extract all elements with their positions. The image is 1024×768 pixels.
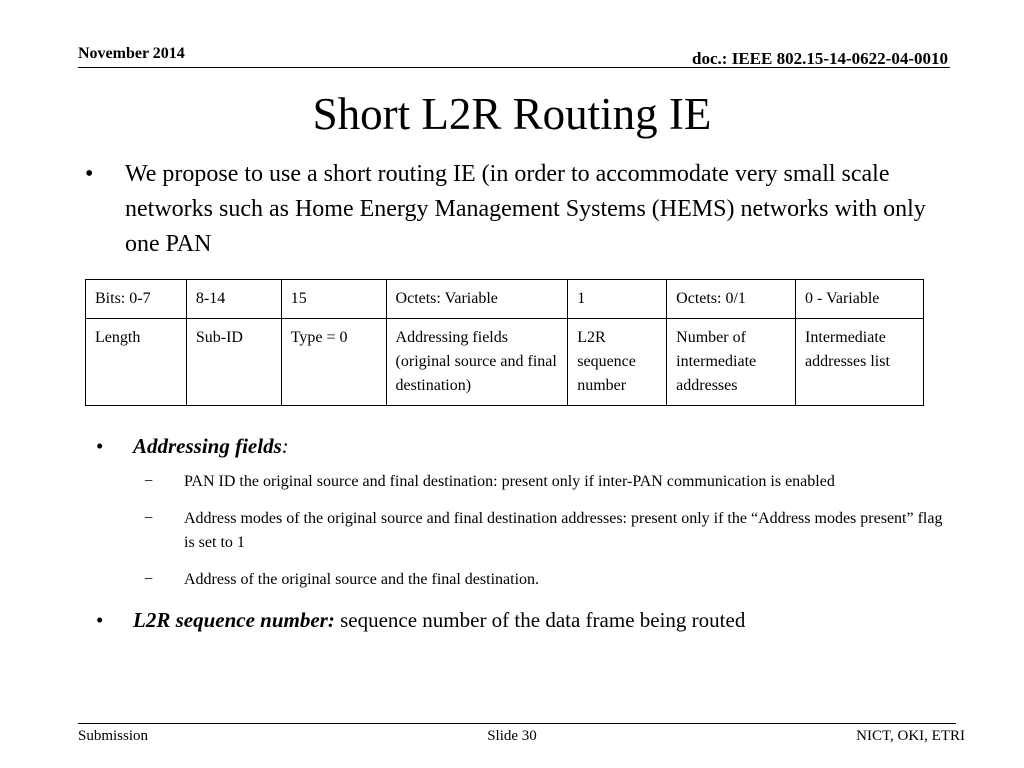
subitem-text: Address of the original source and the final destination. (184, 571, 540, 588)
table-row-sizes (86, 280, 924, 319)
table-cell: Addressing fields (original source and final destination) (386, 319, 568, 406)
bullet-icon: • (96, 608, 104, 632)
table-cell: Length (86, 319, 187, 406)
footer-slide-number: Slide 30 (487, 728, 537, 744)
dash-icon: − (144, 571, 154, 588)
dash-icon: − (144, 473, 154, 490)
header-rule (78, 67, 950, 68)
footer-authors: NICT, OKI, ETRI (856, 728, 965, 744)
bullet-icon: • (85, 161, 94, 187)
intro-text: We propose to use a short routing IE (in order to accommodate very small scale networks such as Home Energy Management Systems (HEMS) networks with only one PAN (125, 161, 926, 257)
table-cell: Number of intermediate addresses (667, 319, 796, 406)
ie-format-table (85, 279, 924, 406)
table-cell: Octets: Variable (386, 280, 568, 319)
table-cell: Bits: 0-7 (86, 280, 187, 319)
table-cell: 0 - Variable (796, 280, 924, 319)
table-cell: L2R sequence number (568, 319, 667, 406)
addressing-term: Addressing fields (133, 434, 282, 458)
footer-submission: Submission (78, 728, 149, 744)
table-cell: 1 (568, 280, 667, 319)
footer-rule (78, 723, 956, 724)
slide-title: Short L2R Routing IE (312, 89, 712, 139)
table-cell: 15 (281, 280, 386, 319)
detail-bullets (96, 431, 946, 635)
subitem-text: Address modes of the original source and final destination addresses: present only if the “Address modes present” flag is set to 1 (184, 510, 943, 551)
table-cell: Sub-ID (186, 319, 281, 406)
bullet-icon: • (96, 434, 104, 458)
dash-icon: − (144, 510, 154, 527)
header-date: November 2014 (78, 45, 185, 62)
header-doc-id: doc.: IEEE 802.15-14-0622-04-0010 (692, 49, 948, 68)
sequence-bullet (96, 605, 946, 635)
addressing-subitems (96, 470, 946, 592)
addressing-colon: : (281, 434, 289, 458)
list-item (96, 470, 946, 494)
subitem-text: PAN ID the original source and final destination: present only if inter-PAN communication is enabled (184, 473, 835, 490)
intro-bullet (85, 157, 945, 262)
table-cell: Octets: 0/1 (667, 280, 796, 319)
table-cell: 8-14 (186, 280, 281, 319)
table-cell: Intermediate addresses list (796, 319, 924, 406)
sequence-term: L2R sequence number: (133, 608, 335, 632)
table-cell: Type = 0 (281, 319, 386, 406)
list-item (96, 507, 946, 555)
table-row-fields (86, 319, 924, 406)
sequence-text: sequence number of the data frame being routed (334, 608, 746, 632)
addressing-bullet (96, 431, 946, 461)
list-item (96, 568, 946, 592)
